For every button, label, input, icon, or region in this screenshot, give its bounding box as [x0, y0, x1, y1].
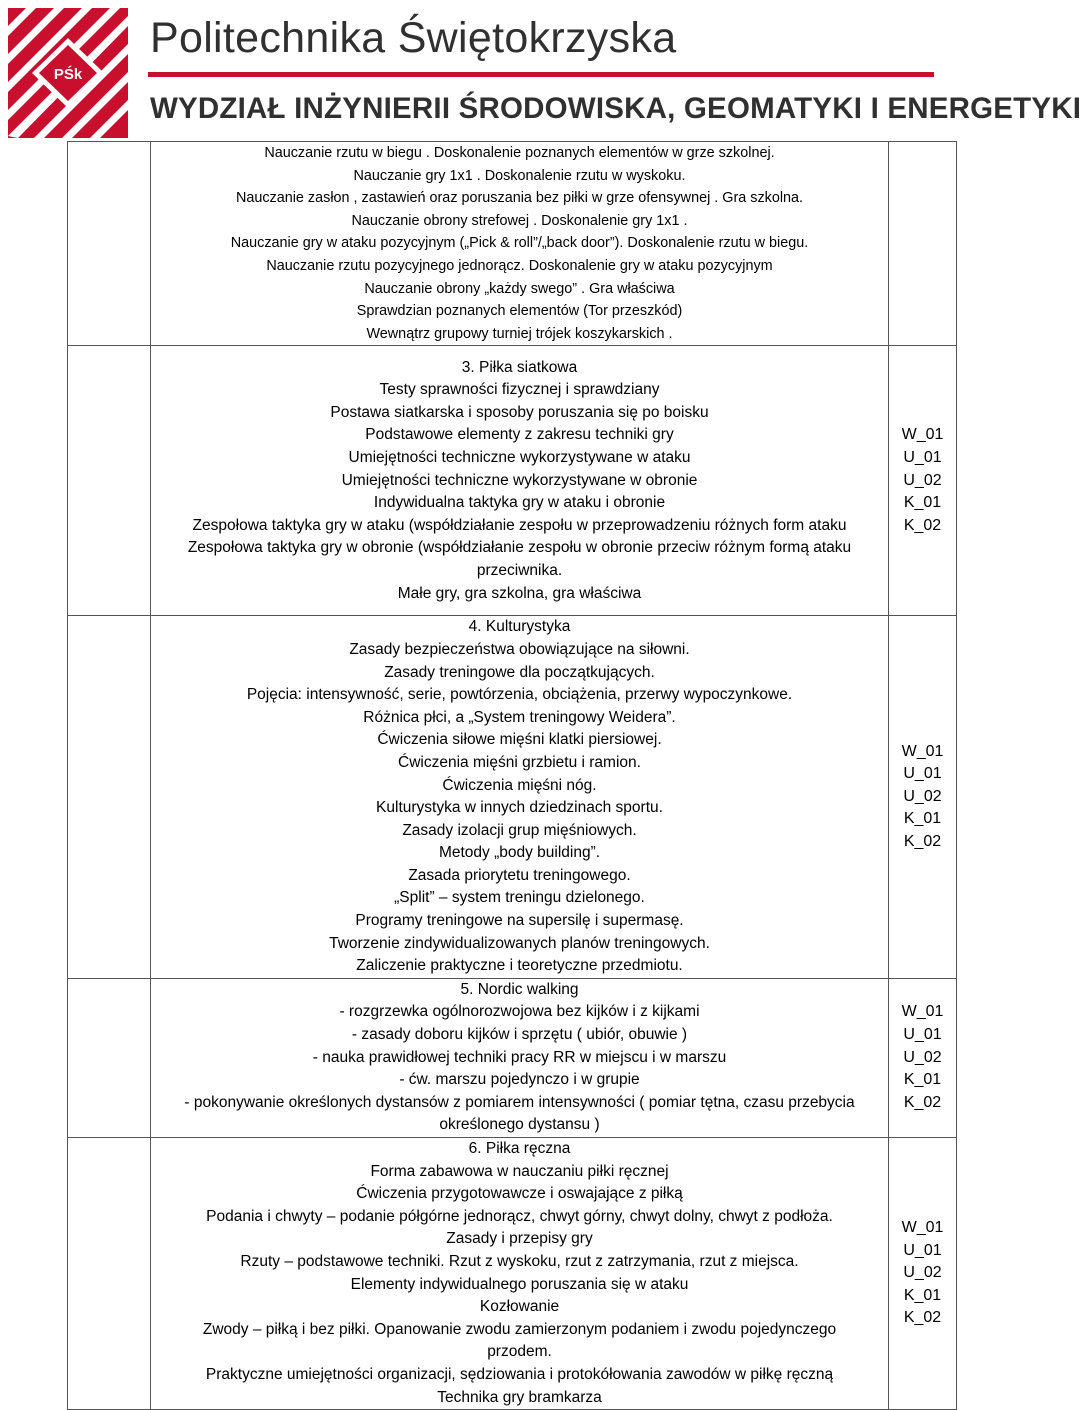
content-line: Rzuty – podstawowe techniki. Rzut z wyskoku, rzut z zatrzymania, rzut z miejsca. — [240, 1252, 799, 1270]
content-line: Nauczanie zasłon , zastawień oraz poruszania bez piłki w grze ofensywnej . Gra szkolna. — [235, 190, 804, 207]
effect-code: W_01 — [901, 426, 944, 444]
row-number-cell — [68, 978, 151, 1137]
content-line: Tworzenie zindywidualizowanych planów treningowych. — [329, 934, 710, 952]
table-row — [68, 978, 957, 1137]
content-line: - zasady doboru kijków i sprzętu ( ubiór, obuwie ) — [351, 1026, 688, 1044]
row-number-cell — [68, 616, 151, 979]
content-line: Metody „body building”. — [438, 844, 601, 862]
effect-code: K_01 — [903, 1071, 942, 1089]
content-line: Nauczanie obrony „każdy swego” . Gra właściwa — [364, 280, 675, 297]
effects-cell — [889, 1138, 957, 1410]
table-row — [68, 346, 957, 616]
content-cell — [151, 616, 889, 979]
page-header — [0, 0, 1081, 142]
content-line: Małe gry, gra szkolna, gra właściwa — [397, 584, 642, 602]
row-number-cell — [68, 142, 151, 346]
content-line: Zasada priorytetu treningowego. — [408, 866, 631, 884]
table-row — [68, 1138, 957, 1410]
content-line: Ćwiczenia siłowe mięśni klatki piersiowej. — [377, 731, 662, 749]
content-line: Zasady i przepisy gry — [446, 1230, 593, 1248]
content-line: Nauczanie obrony strefowej . Doskonalenie gry 1x1 . — [351, 212, 688, 229]
row-number-cell — [68, 346, 151, 616]
content-line: Zasady izolacji grup mięśniowych. — [402, 821, 637, 839]
content-cell — [151, 142, 889, 346]
content-line: „Split” – system treningu dzielonego. — [394, 889, 645, 907]
content-line: Pojęcia: intensywność, serie, powtórzenia, obciążenia, przerwy wypoczynkowe. — [246, 686, 793, 704]
content-line: Technika gry bramkarza — [437, 1388, 602, 1406]
effect-code: W_01 — [901, 742, 944, 760]
content-cell — [151, 346, 889, 616]
content-line: Wewnątrz grupowy turniej trójek koszykarskich . — [366, 325, 673, 342]
content-cell — [151, 978, 889, 1137]
effect-code: K_02 — [903, 1309, 942, 1327]
content-line: Postawa siatkarska i sposoby poruszania się po boisku — [330, 403, 709, 421]
effect-code: U_01 — [903, 1026, 942, 1044]
content-line: Sprawdzian poznanych elementów (Tor przeszkód) — [356, 303, 683, 320]
logo-text: PŚk — [53, 66, 83, 83]
content-line: Testy sprawności fizycznej i sprawdziany — [379, 381, 660, 399]
section-title: 6. Piłka ręczna — [468, 1140, 571, 1157]
content-line: - ćw. marszu pojedynczo i w grupie — [399, 1071, 640, 1089]
effects-cell — [889, 616, 957, 979]
content-line: Zespołowa taktyka gry w obronie (współdziałanie zespołu w obronie przeciw różnym formą ataku przeciwnika. — [187, 539, 852, 579]
content-line: Umiejętności techniczne wykorzystywane w ataku — [348, 448, 691, 466]
content-line: Kozłowanie — [479, 1298, 560, 1316]
content-line: Umiejętności techniczne wykorzystywane w obronie — [341, 471, 698, 489]
content-line: Praktyczne umiejętności organizacji, sędziowania i protokółowania zawodów w piłkę ręczną — [205, 1365, 834, 1383]
effect-code: W_01 — [901, 1219, 944, 1237]
section-title: 4. Kulturystyka — [468, 618, 571, 636]
effect-code: K_02 — [903, 832, 942, 850]
content-line: Ćwiczenia przygotowawcze i oswajające z piłką — [356, 1185, 683, 1203]
content-line: Programy treningowe na supersilę i supermasę. — [355, 912, 684, 930]
effect-code: W_01 — [901, 1003, 944, 1021]
content-cell — [151, 1138, 889, 1410]
effect-code: K_01 — [903, 1286, 942, 1304]
header-divider — [148, 72, 934, 77]
content-line: Nauczanie gry 1x1 . Doskonalenie rzutu w wyskoku. — [353, 167, 686, 184]
course-content-table — [67, 141, 957, 1410]
content-line: Kulturystyka w innych dziedzinach sportu. — [376, 799, 663, 817]
effect-code: U_02 — [903, 1264, 942, 1282]
effects-cell — [889, 978, 957, 1137]
effect-code: U_02 — [903, 471, 942, 489]
content-line: - nauka prawidłowej techniki pracy RR w miejscu i w marszu — [312, 1048, 727, 1066]
content-line: Zasady treningowe dla początkujących. — [384, 663, 655, 681]
effect-code: U_01 — [903, 765, 942, 783]
content-line: Podstawowe elementy z zakresu techniki gry — [365, 426, 674, 444]
content-line: Ćwiczenia mięśni grzbietu i ramion. — [398, 753, 641, 771]
effect-code: K_01 — [903, 494, 942, 512]
effect-code: K_02 — [903, 1093, 942, 1111]
faculty-name: WYDZIAŁ INŻYNIERII ŚRODOWISKA, GEOMATYKI I ENERGETYKI — [150, 92, 1081, 125]
effect-code: K_02 — [903, 516, 942, 534]
content-line: Elementy indywidualnego poruszania się w ataku — [350, 1275, 689, 1293]
content-line: Zaliczenie praktyczne i teoretyczne przedmiotu. — [356, 957, 683, 975]
row-number-cell — [68, 1138, 151, 1410]
university-logo — [8, 8, 128, 138]
content-line: Podania i chwyty – podanie półgórne jednorącz, chwyt górny, chwyt dolny, chwyt z podłoża. — [206, 1207, 833, 1225]
effects-cell — [889, 346, 957, 616]
content-line: Różnica płci, a „System treningowy Weidera”. — [363, 708, 676, 726]
section-title: 5. Nordic walking — [460, 980, 579, 998]
table-row — [68, 616, 957, 979]
effect-code: U_02 — [903, 1048, 942, 1066]
content-line: Zasady bezpieczeństwa obowiązujące na siłowni. — [349, 640, 690, 658]
content-line: Nauczanie rzutu w biegu . Doskonalenie poznanych elementów w grze szkolnej. — [264, 145, 775, 161]
content-line: Zwody – piłką i bez piłki. Opanowanie zwodu zamierzonym podaniem i zwodu pojedynczego przodem. — [202, 1320, 837, 1361]
effect-code: U_01 — [903, 448, 942, 466]
university-name: Politechnika Świętokrzyska — [150, 14, 677, 62]
effect-code: U_01 — [903, 1241, 942, 1259]
content-line: Forma zabawowa w nauczaniu piłki ręcznej — [370, 1162, 669, 1180]
effects-cell — [889, 142, 957, 346]
table-row — [68, 142, 957, 346]
section-title: 3. Piłka siatkowa — [461, 358, 578, 376]
content-line: Zespołowa taktyka gry w ataku (współdziałanie zespołu w przeprowadzeniu różnych form ataku — [192, 516, 847, 534]
content-line: Ćwiczenia mięśni nóg. — [442, 776, 597, 794]
content-line: Nauczanie gry w ataku pozycyjnym („Pick & roll”/„back door”). Doskonalenie rzutu w biegu. — [230, 235, 809, 252]
effect-code: K_01 — [903, 810, 942, 828]
content-line: - rozgrzewka ogólnorozwojowa bez kijków i z kijkami — [339, 1003, 700, 1021]
content-line: Indywidualna taktyka gry w ataku i obronie — [373, 494, 666, 512]
content-line: Nauczanie rzutu pozycyjnego jednorącz. Doskonalenie gry w ataku pozycyjnym — [266, 257, 773, 274]
effect-code: U_02 — [903, 787, 942, 805]
content-line: - pokonywanie określonych dystansów z pomiarem intensywności ( pomiar tętna, czasu przebycia określonego dystansu ) — [184, 1093, 855, 1134]
